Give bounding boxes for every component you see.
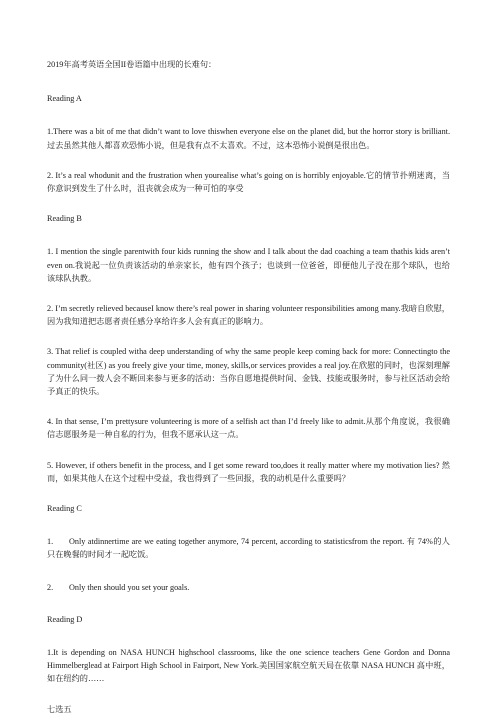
reading-b-sentence-1: 1. I mention the single parentwith four kids running the show and I talk about the dad coaching a team thathis kids aren’t even on.我说起一位负责该活动的单亲家长，他有四个孩子；也谈到一位爸爸，即便他儿子没在那个球队，也给该球队执教。 [47, 247, 450, 283]
section-heading-reading-a: Reading A [47, 94, 82, 104]
reading-a-sentence-1: 1.There was a bit of me that didn’t want to love thiswhen everyone else on the planet did, but the horror story is brilliant.过去虽然其他人都喜欢恐怖小说，但是我有点不太喜欢。不过，这本恐怖小说倒是很出色。 [47, 127, 450, 150]
reading-a-sentence-2: 2. It’s a real whodunit and the frustration when yourealise what’s going on is horribly enjoyable.它的情节扑朔迷离，当你意识到发生了什么时，沮丧就会成为一种可怕的享受 [47, 170, 450, 194]
footer-heading: 七选五 [47, 704, 72, 714]
reading-b-sentence-2: 2. I’m secretly relieved becauseI know there’s real power in sharing volunteer responsibilities among many.我暗自欣慰，因为我知道把志愿者责任感分享给许多人会有真正的影响力。 [47, 304, 450, 327]
reading-d-sentence-1: 1.It is depending on NASA HUNCH highschool classrooms, like the one science teachers Gene Gordon and Donna Himmelberglead at Fairport High School in Fairport, New York.美国国家航空航天局在依靠 NASA HUNCH 高中班，如在纽约的…… [47, 648, 450, 684]
document-title: 2019年高考英语全国II卷语篇中出现的长难句： [47, 60, 217, 69]
list-text: Only then should you set your goals. [69, 582, 190, 592]
reading-b-sentence-5: 5. However, if others benefit in the process, and I get some reward too,does it really matter where my motivation lies? 然而，如果其他人在这个过程中受益，我也得到了一些回报，我的动机是什么重要吗？ [47, 460, 450, 483]
section-heading-reading-c: Reading C [47, 504, 82, 514]
reading-b-sentence-4: 4. In that sense, I’m prettysure volunteering is more of a selfish act than I’d freely like to admit.从那个角度说，我很确信志愿服务是一种自私的行为，但我不愿承认这一点。 [47, 417, 450, 440]
list-text: Only atdinnertime are we eating together anymore, 74 percent, according to statisticsfrom the report. 有 74%的人只在晚餐的时间才一起吃饭。 [47, 537, 450, 560]
reading-c-sentence-1 [47, 535, 450, 561]
section-heading-reading-d: Reading D [47, 614, 83, 624]
section-heading-reading-b: Reading B [47, 214, 82, 224]
list-number: 1. [47, 537, 54, 547]
reading-c-sentence-2 [47, 581, 450, 594]
list-number: 2. [47, 582, 54, 592]
reading-b-sentence-3: 3. That relief is coupled witha deep understanding of why the same people keep coming back for more: Connectingto the community(社区) as you freely give your time, money, skills,or services provides a real joy.在欣慰的同时，也深刻理解了为什么同一拨人会不断回来参与更多的活动：当你自愿地提供时间、金钱、技能或服务时，参与社区活动会给予真正的快乐。 [47, 347, 450, 397]
